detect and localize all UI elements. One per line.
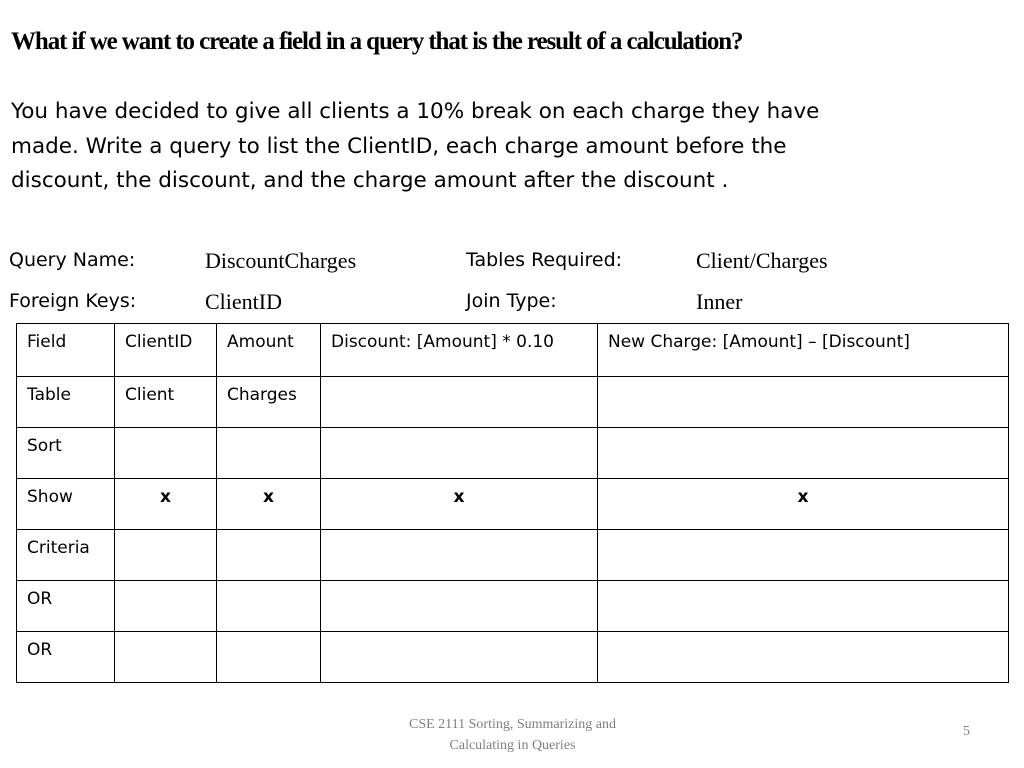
grid-cell (217, 632, 321, 683)
query-name-value: DiscountCharges (205, 248, 357, 273)
grid-cell (115, 428, 217, 479)
grid-row-criteria (17, 530, 1009, 581)
show-mark: x (321, 479, 598, 530)
slide-footer (365, 714, 660, 756)
show-mark: x (598, 479, 1009, 530)
grid-cell (321, 377, 598, 428)
row-header-cell: Sort (17, 428, 115, 479)
problem-statement-line: made. Write a query to list the ClientID, each charge amount before the (11, 133, 787, 159)
footer-line: Calculating in Queries (449, 738, 576, 753)
grid-cell (321, 581, 598, 632)
grid-cell (598, 428, 1009, 479)
query-design-grid (16, 323, 1009, 683)
show-mark: x (115, 479, 217, 530)
problem-statement (11, 95, 911, 199)
row-header-cell: OR (17, 632, 115, 683)
footer-line: CSE 2111 Sorting, Summarizing and (408, 717, 616, 732)
row-header-cell: OR (17, 581, 115, 632)
grid-cell (217, 428, 321, 479)
foreign-keys-value: ClientID (205, 289, 282, 314)
grid-cell (598, 632, 1009, 683)
tables-required-value: Client/Charges (696, 248, 828, 273)
grid-cell (321, 632, 598, 683)
problem-statement-line: You have decided to give all clients a 10% break on each charge they have (11, 99, 820, 124)
show-mark: x (217, 479, 321, 530)
grid-cell: Charges (217, 377, 321, 428)
grid-row-sort (17, 428, 1009, 479)
grid-cell (598, 377, 1009, 428)
grid-cell: New Charge: [Amount] – [Discount] (598, 324, 1009, 377)
grid-cell (115, 632, 217, 683)
foreign-keys-label: Foreign Keys: (9, 290, 137, 312)
row-header-cell: Show (17, 479, 115, 530)
grid-row-show (17, 479, 1009, 530)
grid-cell: Discount: [Amount] * 0.10 (321, 324, 598, 377)
grid-cell (115, 530, 217, 581)
grid-row-table (17, 377, 1009, 428)
join-type-value: Inner (696, 289, 743, 314)
page-number: 5 (963, 724, 970, 739)
grid-cell: ClientID (115, 324, 217, 377)
problem-statement-line: discount, the discount, and the charge amount after the discount . (11, 168, 729, 193)
slide-title: What if we want to create a field in a query that is the result of a calculation? (11, 28, 743, 55)
grid-cell (115, 581, 217, 632)
row-header-cell: Table (17, 377, 115, 428)
grid-cell (321, 428, 598, 479)
grid-row-or (17, 581, 1009, 632)
grid-cell: Amount (217, 324, 321, 377)
row-header-cell: Criteria (17, 530, 115, 581)
query-name-label: Query Name: (9, 249, 136, 271)
grid-cell: Client (115, 377, 217, 428)
row-header-cell: Field (17, 324, 115, 377)
grid-cell (321, 530, 598, 581)
grid-cell (598, 530, 1009, 581)
grid-cell (217, 581, 321, 632)
grid-cell (598, 581, 1009, 632)
grid-row-or (17, 632, 1009, 683)
join-type-label: Join Type: (466, 290, 557, 312)
tables-required-label: Tables Required: (466, 249, 623, 271)
grid-row-field (17, 324, 1009, 377)
grid-cell (217, 530, 321, 581)
